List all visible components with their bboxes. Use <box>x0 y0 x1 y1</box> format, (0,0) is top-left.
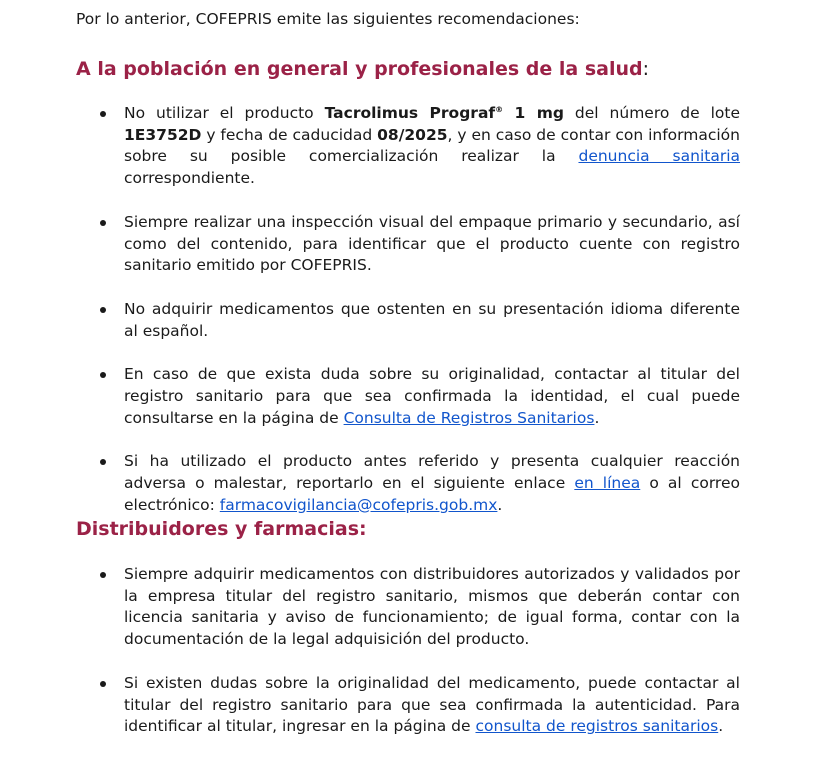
item-text: Si existen dudas sobre la originalidad del medicamento, puede contactar al titular del registro sanitario para que sea confirmada la autenticidad. Para identificar al titular, ingresar en la página de <box>124 673 740 736</box>
item-text: . <box>718 717 724 736</box>
denuncia-sanitaria-link[interactable]: denuncia sanitaria <box>578 147 741 166</box>
item-text: correspondiente. <box>124 169 255 188</box>
lot-number: 1E3752D <box>124 125 202 144</box>
item-text: y fecha de caducidad <box>201 125 378 144</box>
section-heading-distributors: Distribuidores y farmacias: <box>76 518 367 540</box>
item-text: . <box>497 495 503 514</box>
section-heading-population-text: A la población en general y profesionales de la salud <box>76 58 643 80</box>
list-item <box>0 103 814 190</box>
list-item <box>0 451 814 516</box>
list-item <box>0 564 814 651</box>
item-text: . <box>594 408 600 427</box>
item-text: En caso de que exista duda sobre su originalidad, contactar al titular del registro sanitario para que sea confirmada la identidad, el cual puede consultarse en la página de <box>124 365 740 427</box>
registered-mark: ® <box>495 104 504 114</box>
product-name: Tacrolimus Prograf <box>324 104 496 122</box>
consulta-registros-sanitarios-link[interactable]: consulta de registros sanitarios <box>475 717 719 736</box>
item-text: , y en caso de contar con información sobre su posible comercialización realizar la <box>124 125 740 166</box>
population-recommendations-list <box>0 103 814 539</box>
item-text: del número de lote <box>564 104 740 122</box>
product-dose: 1 mg <box>503 104 564 122</box>
list-item <box>0 299 814 342</box>
farmacovigilancia-email-link[interactable]: farmacovigilancia@cofepris.gob.mx <box>219 495 498 514</box>
section-heading-population <box>76 56 649 82</box>
item-text: No utilizar el producto <box>124 104 325 122</box>
expiry-date: 08/2025 <box>377 125 448 144</box>
consulta-registros-link[interactable]: Consulta de Registros Sanitarios <box>343 408 595 427</box>
en-linea-link[interactable]: en línea <box>574 474 641 493</box>
item-text: Si ha utilizado el producto antes referido y presenta cualquier reacción adversa o malestar, reportarlo en el siguiente enlace <box>124 452 740 493</box>
intro-text: Por lo anterior, COFEPRIS emite las siguientes recomendaciones: <box>76 10 580 28</box>
item-text: Siempre realizar una inspección visual del empaque primario y secundario, así como del contenido, para identificar que el producto cuente con registro sanitario emitido por COFEPRIS. <box>124 212 740 275</box>
item-text: Siempre adquirir medicamentos con distribuidores autorizados y validados por la empresa titular del registro sanitario, mismos que deberán contar con licencia sanitaria y aviso de funcionamiento; de igual forma, contar con la documentación de la legal adquisición del producto. <box>124 565 740 649</box>
distributors-recommendations-list <box>0 564 814 760</box>
item-text: No adquirir medicamentos que ostenten en su presentación idioma diferente al español. <box>124 299 740 340</box>
item-text: o al correo electrónico: <box>124 474 740 514</box>
list-item <box>0 673 814 738</box>
section-heading-colon: : <box>642 58 650 80</box>
list-item <box>0 212 814 277</box>
list-item <box>0 364 814 429</box>
